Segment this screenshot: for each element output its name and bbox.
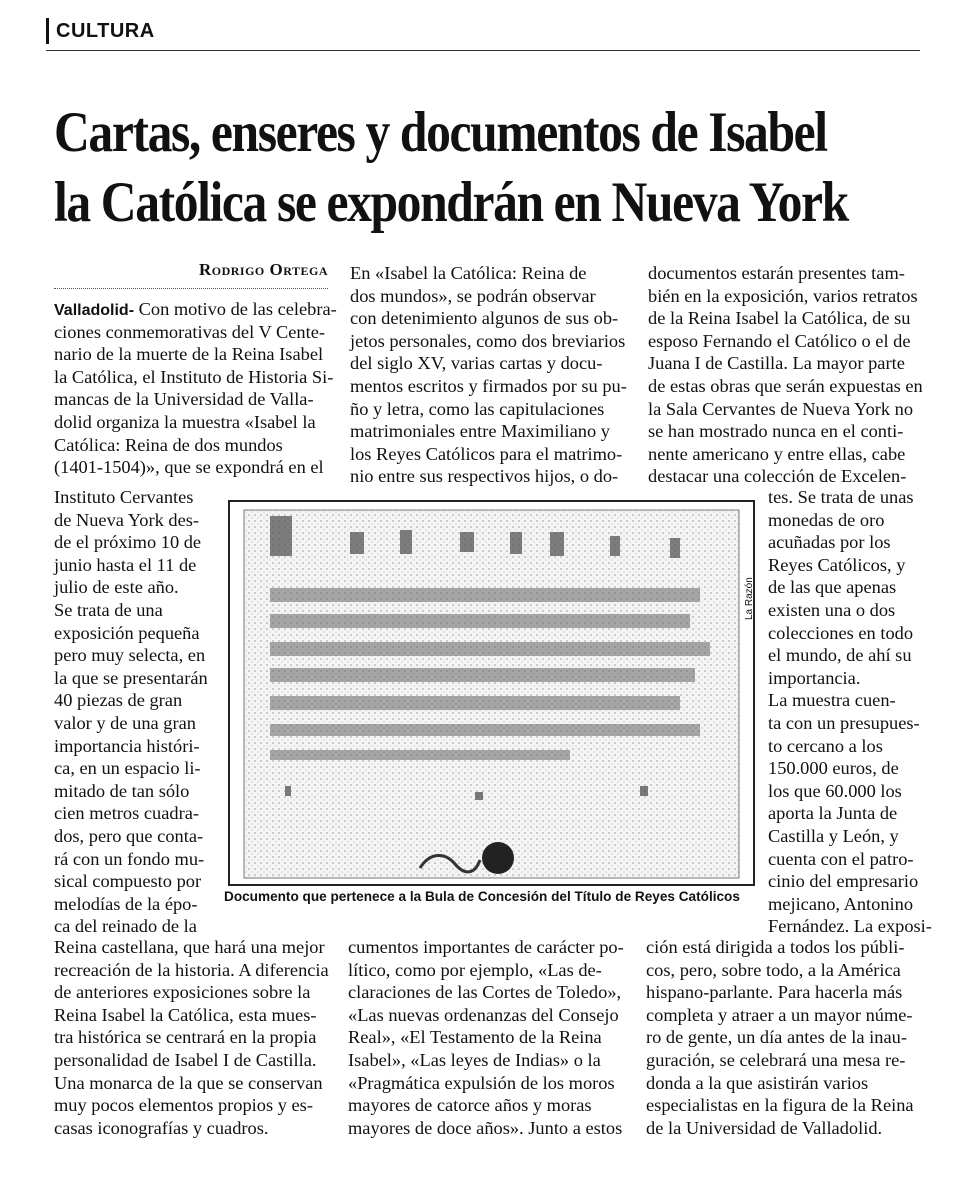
text-line: mancas de la Universidad de Valla- [54,389,314,410]
text-line: Fernández. La exposi- [768,916,932,937]
headline-line-2: la Católica se expondrán en Nueva York [54,171,848,234]
text-line: Isabel», «Las leyes de Indias» o la [348,1049,601,1070]
text-line: Católica: Reina de dos mundos [54,434,283,455]
text-line: matrimoniales entre Maximiliano y [350,421,610,442]
dateline: Valladolid- [54,302,135,319]
document-photo [228,500,755,886]
text-line: cien metros cuadra- [54,803,200,824]
text-line: casas iconografías y cuadros. [54,1117,269,1138]
text-line: exposición pequeña [54,622,200,643]
text-line: el mundo, de ahí su [768,645,912,666]
headline [54,98,848,238]
text-line: dos, pero que conta- [54,825,204,846]
text-line: La muestra cuen- [768,690,896,711]
text-line: En «Isabel la Católica: Reina de [350,263,587,283]
text-line: de la Universidad de Valladolid. [646,1117,883,1138]
text-line: aporta la Junta de [768,803,898,824]
text-line: hispano-parlante. Para hacerla más [646,982,903,1003]
text-line: donda a la que asistirán varios [646,1072,869,1093]
headline-line-1: Cartas, enseres y documentos de Isabel [54,101,827,164]
text-line: de Nueva York des- [54,509,200,530]
text-line: junio hasta el 11 de [54,554,197,575]
text-line: mayores de doce años». Junto a estos [348,1117,623,1138]
text-line: muy pocos elementos propios y es- [54,1095,313,1116]
text-line: dos mundos», se podrán observar [350,285,596,306]
text-line: ciones conmemorativas del V Cente- [54,321,326,342]
text-line: ca del reinado de la [54,916,197,937]
text-line: Reyes Católicos, y [768,554,906,575]
text-line: la Católica, el Instituto de Historia Si- [54,366,334,387]
text-line: con detenimiento algunos de sus ob- [350,308,619,329]
text-line: personalidad de Isabel I de Castilla. [54,1049,317,1070]
col1-narrow [54,486,208,938]
text-line: pero muy selecta, en [54,645,206,666]
col2-bottom [348,936,624,1139]
manuscript-image [230,502,753,884]
text-line: nario de la muerte de la Reina Isabel [54,344,324,365]
header-rule [46,50,920,51]
text-line: recreación de la historia. A diferencia [54,959,329,980]
text-line: mayores de catorce años y moras [348,1095,592,1116]
text-line: la Sala Cervantes de Nueva York no [648,398,914,419]
section-label: CULTURA [56,20,155,42]
text-line: cos, pero, sobre todo, a la América [646,959,901,980]
text-line: to cercano a los [768,735,883,756]
text-line: mitado de tan sólo [54,780,190,801]
text-line: de estas obras que serán expuestas en [648,375,923,396]
text-line: ño y letra, como las capitulaciones [350,398,605,419]
text-line: Real», «El Testamento de la Reina [348,1027,602,1048]
text-line: (1401-1504)», que se expondrá en el [54,457,324,478]
text-line: los que 60.000 los [768,780,902,801]
text-line: guración, se celebrará una mesa re- [646,1049,906,1070]
col2-top [350,262,627,488]
text-line: dolid organiza la muestra «Isabel la [54,411,316,432]
text-line: 150.000 euros, de [768,758,899,779]
section-marker [46,18,49,44]
text-line: de las que apenas [768,577,897,598]
col3-bottom [646,936,914,1139]
text-line: valor y de una gran [54,712,196,733]
text-line: mentos escritos y firmados por su pu- [350,375,627,396]
text-line: mejicano, Antonino [768,893,914,914]
text-line: 40 piezas de gran [54,690,183,711]
text-line: lítico, como por ejemplo, «Las de- [348,959,602,980]
text-line: monedas de oro [768,509,885,530]
text-line: se han mostrado nunca en el conti- [648,421,904,442]
text-line: Castilla y León, y [768,825,899,846]
text-line: Una monarca de la que se conservan [54,1072,323,1093]
text-line: Valladolid- Con motivo de las celebra- [54,299,337,319]
text-line: rá con un fondo mu- [54,848,205,869]
text-line: «Las nuevas ordenanzas del Consejo [348,1004,619,1025]
text-line: sical compuesto por [54,871,202,892]
text-line: existen una o dos [768,599,896,620]
col1-bottom [54,936,329,1139]
text-line: julio de este año. [54,577,179,598]
text-line: cuenta con el patro- [768,848,914,869]
byline: Rodrigo Ortega [54,260,328,289]
text-line: del siglo XV, varias cartas y docu- [350,353,603,374]
text-line: nente americano y entre ellas, cabe [648,443,906,464]
text-line: de la Reina Isabel la Católica, de su [648,308,911,329]
text-line: Instituto Cervantes [54,487,194,507]
col1-top [54,298,337,479]
text-line: colecciones en todo [768,622,914,643]
text-line: «Pragmática expulsión de los moros [348,1072,615,1093]
text-line: cinio del empresario [768,871,919,892]
text-line: importancia históri- [54,735,200,756]
text-line: claraciones de las Cortes de Toledo», [348,982,622,1003]
text-line: tes. Se trata de unas [768,487,914,507]
text-line: acuñadas por los [768,532,891,553]
text-line: nio entre sus respectivos hijos, o do- [350,466,619,487]
text-line: los Reyes Católicos para el matrimo- [350,443,623,464]
col3-top [648,262,923,488]
text-line: ta con un presupues- [768,712,920,733]
text-line: jetos personales, como dos breviarios [350,330,626,351]
text-line: documentos estarán presentes tam- [648,263,905,283]
text-line: Se trata de una [54,599,163,620]
text-line: esposo Fernando el Católico o el de [648,330,911,351]
text-line: Juana I de Castilla. La mayor parte [648,353,905,374]
text-line: de anteriores exposiciones sobre la [54,982,311,1003]
text-line: completa y atraer a un mayor núme- [646,1004,913,1025]
text-line: cumentos importantes de carácter po- [348,937,624,957]
text-line: la que se presentarán [54,667,208,688]
col3-narrow [768,486,932,938]
photo-credit: La Razón [744,577,755,620]
text-line: ca, en un espacio li- [54,758,201,779]
text-line: de el próximo 10 de [54,532,202,553]
text-line: ro de gente, un día antes de la inau- [646,1027,907,1048]
text-line: Reina castellana, que hará una mejor [54,937,325,957]
text-line: bién en la exposición, varios retratos [648,285,918,306]
text-line: Reina Isabel la Católica, esta mues- [54,1004,317,1025]
text-line: ción está dirigida a todos los públi- [646,937,905,957]
photo-caption: Documento que pertenece a la Bula de Concesión del Título de Reyes Católicos [224,889,740,904]
text-line: especialistas en la figura de la Reina [646,1095,914,1116]
text-line: importancia. [768,667,861,688]
text-line: melodías de la épo- [54,893,198,914]
text-line: tra histórica se centrará en la propia [54,1027,317,1048]
text-line: destacar una colección de Excelen- [648,466,907,487]
